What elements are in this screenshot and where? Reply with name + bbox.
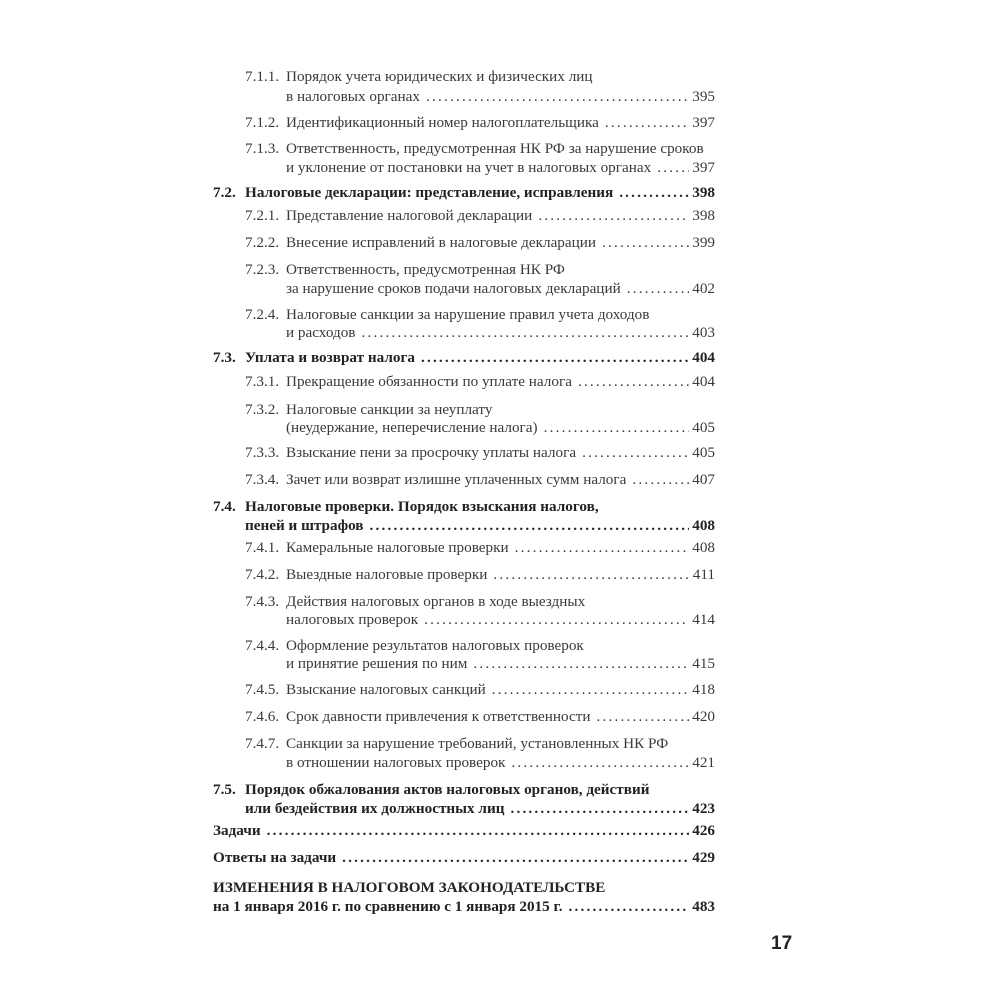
toc-entry-number: 7.4.6. — [245, 708, 280, 725]
toc-entry-number: 7.3.1. — [245, 373, 280, 390]
toc-entry-page: 426 — [692, 822, 715, 839]
toc-entry-number: 7.2.3. — [245, 261, 280, 278]
toc-entry-title: Внесение исправлений в налоговые декларации — [286, 234, 597, 251]
toc-entry-page: 395 — [692, 88, 715, 105]
leader-dots — [267, 821, 690, 841]
leader-dots — [510, 799, 689, 819]
toc-entry-title: Камеральные налоговые проверки — [286, 539, 509, 556]
toc-entry-number: 7.3.2. — [245, 401, 280, 418]
toc-entry-title: Представление налоговой декларации — [286, 207, 533, 224]
toc-entry-page: 398 — [692, 207, 715, 224]
toc-entry-title: Ответственность, предусмотренная НК РФ — [286, 261, 565, 278]
toc-entry-page: 404 — [692, 373, 715, 390]
toc-entry-number: 7.2. — [213, 184, 236, 201]
leader-dots — [544, 418, 690, 438]
toc-entry-number: 7.4.7. — [245, 735, 280, 752]
leader-dots — [569, 897, 690, 917]
toc-entry-page: 403 — [692, 324, 715, 341]
toc-entry-title: (неудержание, неперечисление налога) — [286, 419, 538, 436]
toc-entry-page: 404 — [692, 349, 715, 366]
leader-dots — [627, 279, 690, 299]
toc-entry-page: 411 — [692, 566, 715, 583]
toc-entry-number: 7.1.3. — [245, 140, 280, 157]
toc-entry-page: 420 — [692, 708, 715, 725]
toc-entry-title: Налоговые декларации: представление, исправления — [245, 184, 614, 201]
toc-entry-number: 7.4.1. — [245, 539, 280, 556]
toc-entry-page: 397 — [692, 114, 715, 131]
toc-entry-number: 7.5. — [213, 781, 236, 798]
toc-entry-page: 399 — [692, 234, 715, 251]
toc-entry-page: 405 — [692, 419, 715, 436]
toc-entry-page: 408 — [692, 539, 715, 556]
toc-entry-page: 415 — [692, 655, 715, 672]
toc-entry-title: или бездействия их должностных лиц — [245, 800, 505, 817]
toc-entry-number: 7.4.3. — [245, 593, 280, 610]
toc-entry-number: 7.2.4. — [245, 306, 280, 323]
toc-entry-title: Порядок учета юридических и физических лиц — [286, 68, 593, 85]
toc-entry-title: и принятие решения по ним — [286, 655, 468, 672]
toc-entry-title: Взыскание пени за просрочку уплаты налога — [286, 444, 577, 461]
leader-dots — [426, 87, 689, 107]
toc-entry-page: 429 — [692, 849, 715, 866]
leader-dots — [515, 538, 690, 558]
toc-entry-page: 398 — [692, 184, 715, 201]
toc-entry-title: в налоговых органах — [286, 88, 420, 105]
toc-entry-title: за нарушение сроков подачи налоговых деклараций — [286, 280, 621, 297]
toc-entry-title: Взыскание налоговых санкций — [286, 681, 486, 698]
toc-entry-number: 7.2.1. — [245, 207, 280, 224]
leader-dots — [632, 470, 689, 490]
toc-entry-number: 7.3. — [213, 349, 236, 366]
toc-entry-title: Уплата и возврат налога — [245, 349, 415, 366]
toc-entry-title: Срок давности привлечения к ответственности — [286, 708, 591, 725]
toc-entry-title: Зачет или возврат излишне уплаченных сумм налога — [286, 471, 627, 488]
toc-entry-title: Ответственность, предусмотренная НК РФ за нарушение сроков — [286, 140, 704, 157]
toc-entry-page: 405 — [692, 444, 715, 461]
leader-dots — [657, 158, 689, 178]
toc-entry-title: Санкции за нарушение требований, установленных НК РФ — [286, 735, 669, 752]
toc-entry-number: 7.4. — [213, 498, 236, 515]
toc-entry-number: 7.3.4. — [245, 471, 280, 488]
toc-entry-number: 7.2.2. — [245, 234, 280, 251]
leader-dots — [511, 753, 689, 773]
leader-dots — [421, 348, 689, 368]
toc-entry-title: Задачи — [213, 822, 261, 839]
toc-entry-title: и расходов — [286, 324, 356, 341]
leader-dots — [361, 323, 689, 343]
toc-entry-title: Оформление результатов налоговых проверок — [286, 637, 584, 654]
toc-entry-number: 7.4.5. — [245, 681, 280, 698]
leader-dots — [602, 233, 689, 253]
toc-entry-title: на 1 января 2016 г. по сравнению с 1 января 2015 г. — [213, 898, 563, 915]
leader-dots — [424, 610, 689, 630]
toc-entry-page: 421 — [692, 754, 715, 771]
leader-dots — [342, 848, 689, 868]
toc-entry-title: Ответы на задачи — [213, 849, 337, 866]
toc-entry-number: 7.1.2. — [245, 114, 280, 131]
leader-dots — [582, 443, 689, 463]
page-number: 17 — [771, 933, 793, 954]
leader-dots — [370, 516, 690, 536]
leader-dots — [605, 113, 689, 133]
toc-entry-title: Налоговые санкции за нарушение правил учета доходов — [286, 306, 650, 323]
leader-dots — [538, 206, 689, 226]
toc-entry-title: в отношении налоговых проверок — [286, 754, 506, 771]
toc-entry-page: 402 — [692, 280, 715, 297]
toc-entry-title: Действия налоговых органов в ходе выездных — [286, 593, 586, 610]
toc-entry-title: Налоговые проверки. Порядок взыскания налогов, — [245, 498, 599, 515]
toc-entry-page: 423 — [692, 800, 715, 817]
toc-entry-title: Выездные налоговые проверки — [286, 566, 488, 583]
toc-entry-page: 407 — [692, 471, 715, 488]
toc-entry-title: и уклонение от постановки на учет в налоговых органах — [286, 159, 652, 176]
leader-dots — [492, 680, 690, 700]
toc-entry-title: ИЗМЕНЕНИЯ В НАЛОГОВОМ ЗАКОНОДАТЕЛЬСТВЕ — [213, 879, 606, 896]
toc-entry-title: Идентификационный номер налогоплательщика — [286, 114, 599, 131]
toc-entry-page: 408 — [692, 517, 715, 534]
leader-dots — [619, 183, 689, 203]
toc-entry-title: Прекращение обязанности по уплате налога — [286, 373, 572, 390]
toc-entry-title: пеней и штрафов — [245, 517, 364, 534]
toc-entry-title: Порядок обжалования актов налоговых органов, действий — [245, 781, 650, 798]
toc-entry-title: налоговых проверок — [286, 611, 419, 628]
toc-entry-number: 7.3.3. — [245, 444, 280, 461]
toc-entry-number: 7.1.1. — [245, 68, 280, 85]
leader-dots — [597, 707, 690, 727]
leader-dots — [493, 565, 689, 585]
leader-dots — [473, 654, 689, 674]
toc-entry-page: 418 — [692, 681, 715, 698]
toc-entry-number: 7.4.4. — [245, 637, 280, 654]
toc-entry-page: 483 — [692, 898, 715, 915]
toc-entry-page: 397 — [692, 159, 715, 176]
leader-dots — [578, 372, 689, 392]
toc-entry-title: Налоговые санкции за неуплату — [286, 401, 493, 418]
toc-entry-number: 7.4.2. — [245, 566, 280, 583]
toc-entry-page: 414 — [692, 611, 715, 628]
